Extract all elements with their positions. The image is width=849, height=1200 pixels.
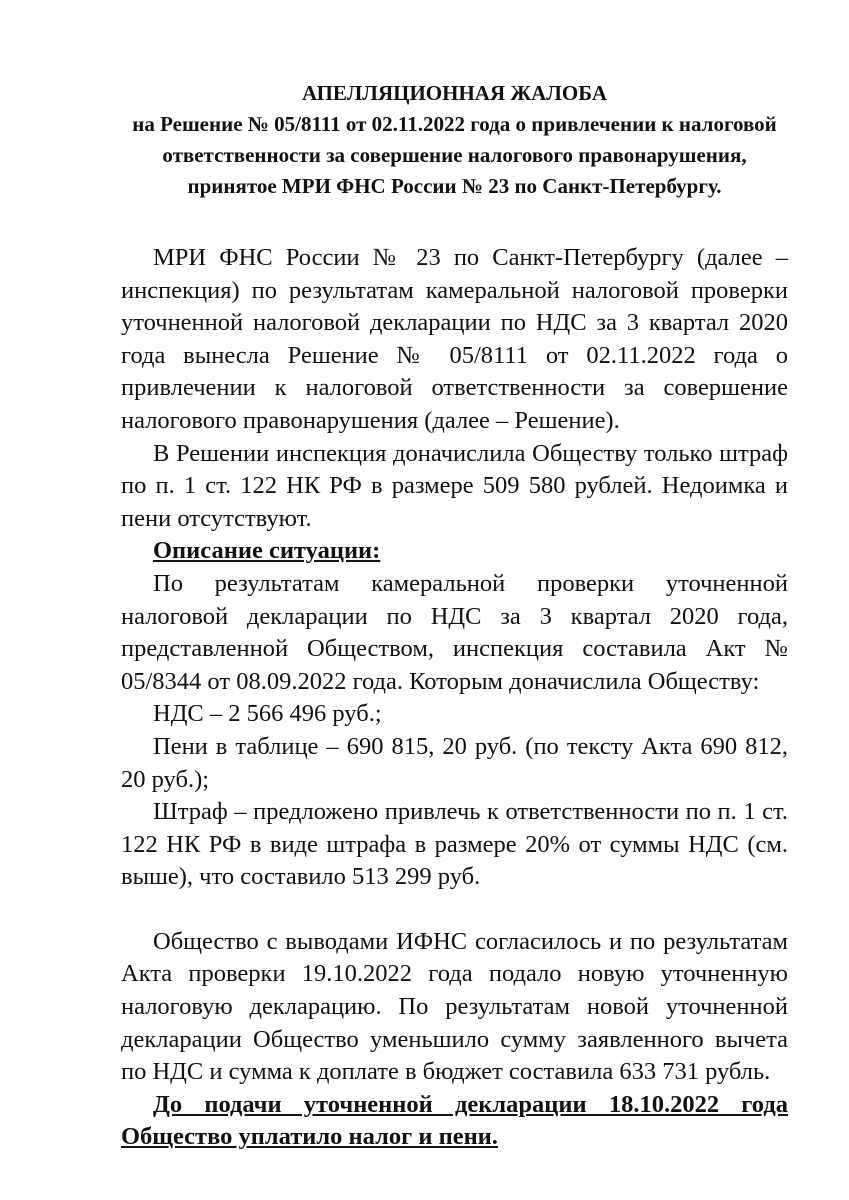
paragraph-penalties-amount: Пени в таблице – 690 815, 20 руб. (по тексту Акта 690 812, 20 руб.); xyxy=(121,732,788,793)
paragraph-company-agreement: Общество с выводами ИФНС согласилось и по результатам Акта проверки 19.10.2022 года подало новую уточненную налоговую декларацию. По результатам новой уточненной декларации Общество уменьшило сумму заявленного вычета по НДС и сумма к доплате в бюджет составила 633 731 рубль. xyxy=(121,927,788,1086)
title-line-4: принятое МРИ ФНС России № 23 по Санкт-Петербургу. xyxy=(187,174,722,198)
paragraph-audit-results: По результатам камеральной проверки уточненной налоговой декларации по НДС за 3 квартал 2020 года, представленной Обществом, инспекция составила Акт № 05/8344 от 08.09.2022 года. Которым доначислила Обществу: xyxy=(121,569,788,695)
document-page xyxy=(121,78,788,1154)
paragraph-inspection-decision: МРИ ФНС России № 23 по Санкт-Петербургу (далее – инспекция) по результатам камеральной налоговой проверки уточненной налоговой декларации по НДС за 3 квартал 2020 года вынесла Решение № 05/8111 от 02.11.2022 года о привлечении к налоговой ответственности за совершение налогового правонарушения (далее – Решение). xyxy=(121,244,788,434)
section-heading-situation: Описание ситуации: xyxy=(153,537,381,565)
paragraph-penalty: В Решении инспекция доначислила Обществу только штраф по п. 1 ст. 122 НК РФ в размере 509 580 рублей. Недоимка и пени отсутствуют. xyxy=(121,439,788,532)
title-line-1: АПЕЛЛЯЦИОННАЯ ЖАЛОБА xyxy=(301,81,608,105)
document-title xyxy=(91,78,818,202)
document-body xyxy=(121,242,788,1154)
paragraph-vat-amount: НДС – 2 566 496 руб.; xyxy=(153,700,382,728)
title-line-3: ответственности за совершение налогового правонарушения, xyxy=(162,143,747,167)
paragraph-fine: Штраф – предложено привлечь к ответственности по п. 1 ст. 122 НК РФ в виде штрафа в размере 20% от суммы НДС (см. выше), что составило 513 299 руб. xyxy=(121,798,788,891)
paragraph-tax-paid-emphasis: До подачи уточненной декларации 18.10.2022 года Общество уплатило налог и пени. xyxy=(121,1090,788,1151)
title-line-2: на Решение № 05/8111 от 02.11.2022 года о привлечении к налоговой xyxy=(132,112,777,136)
paragraph-spacer xyxy=(121,894,788,926)
